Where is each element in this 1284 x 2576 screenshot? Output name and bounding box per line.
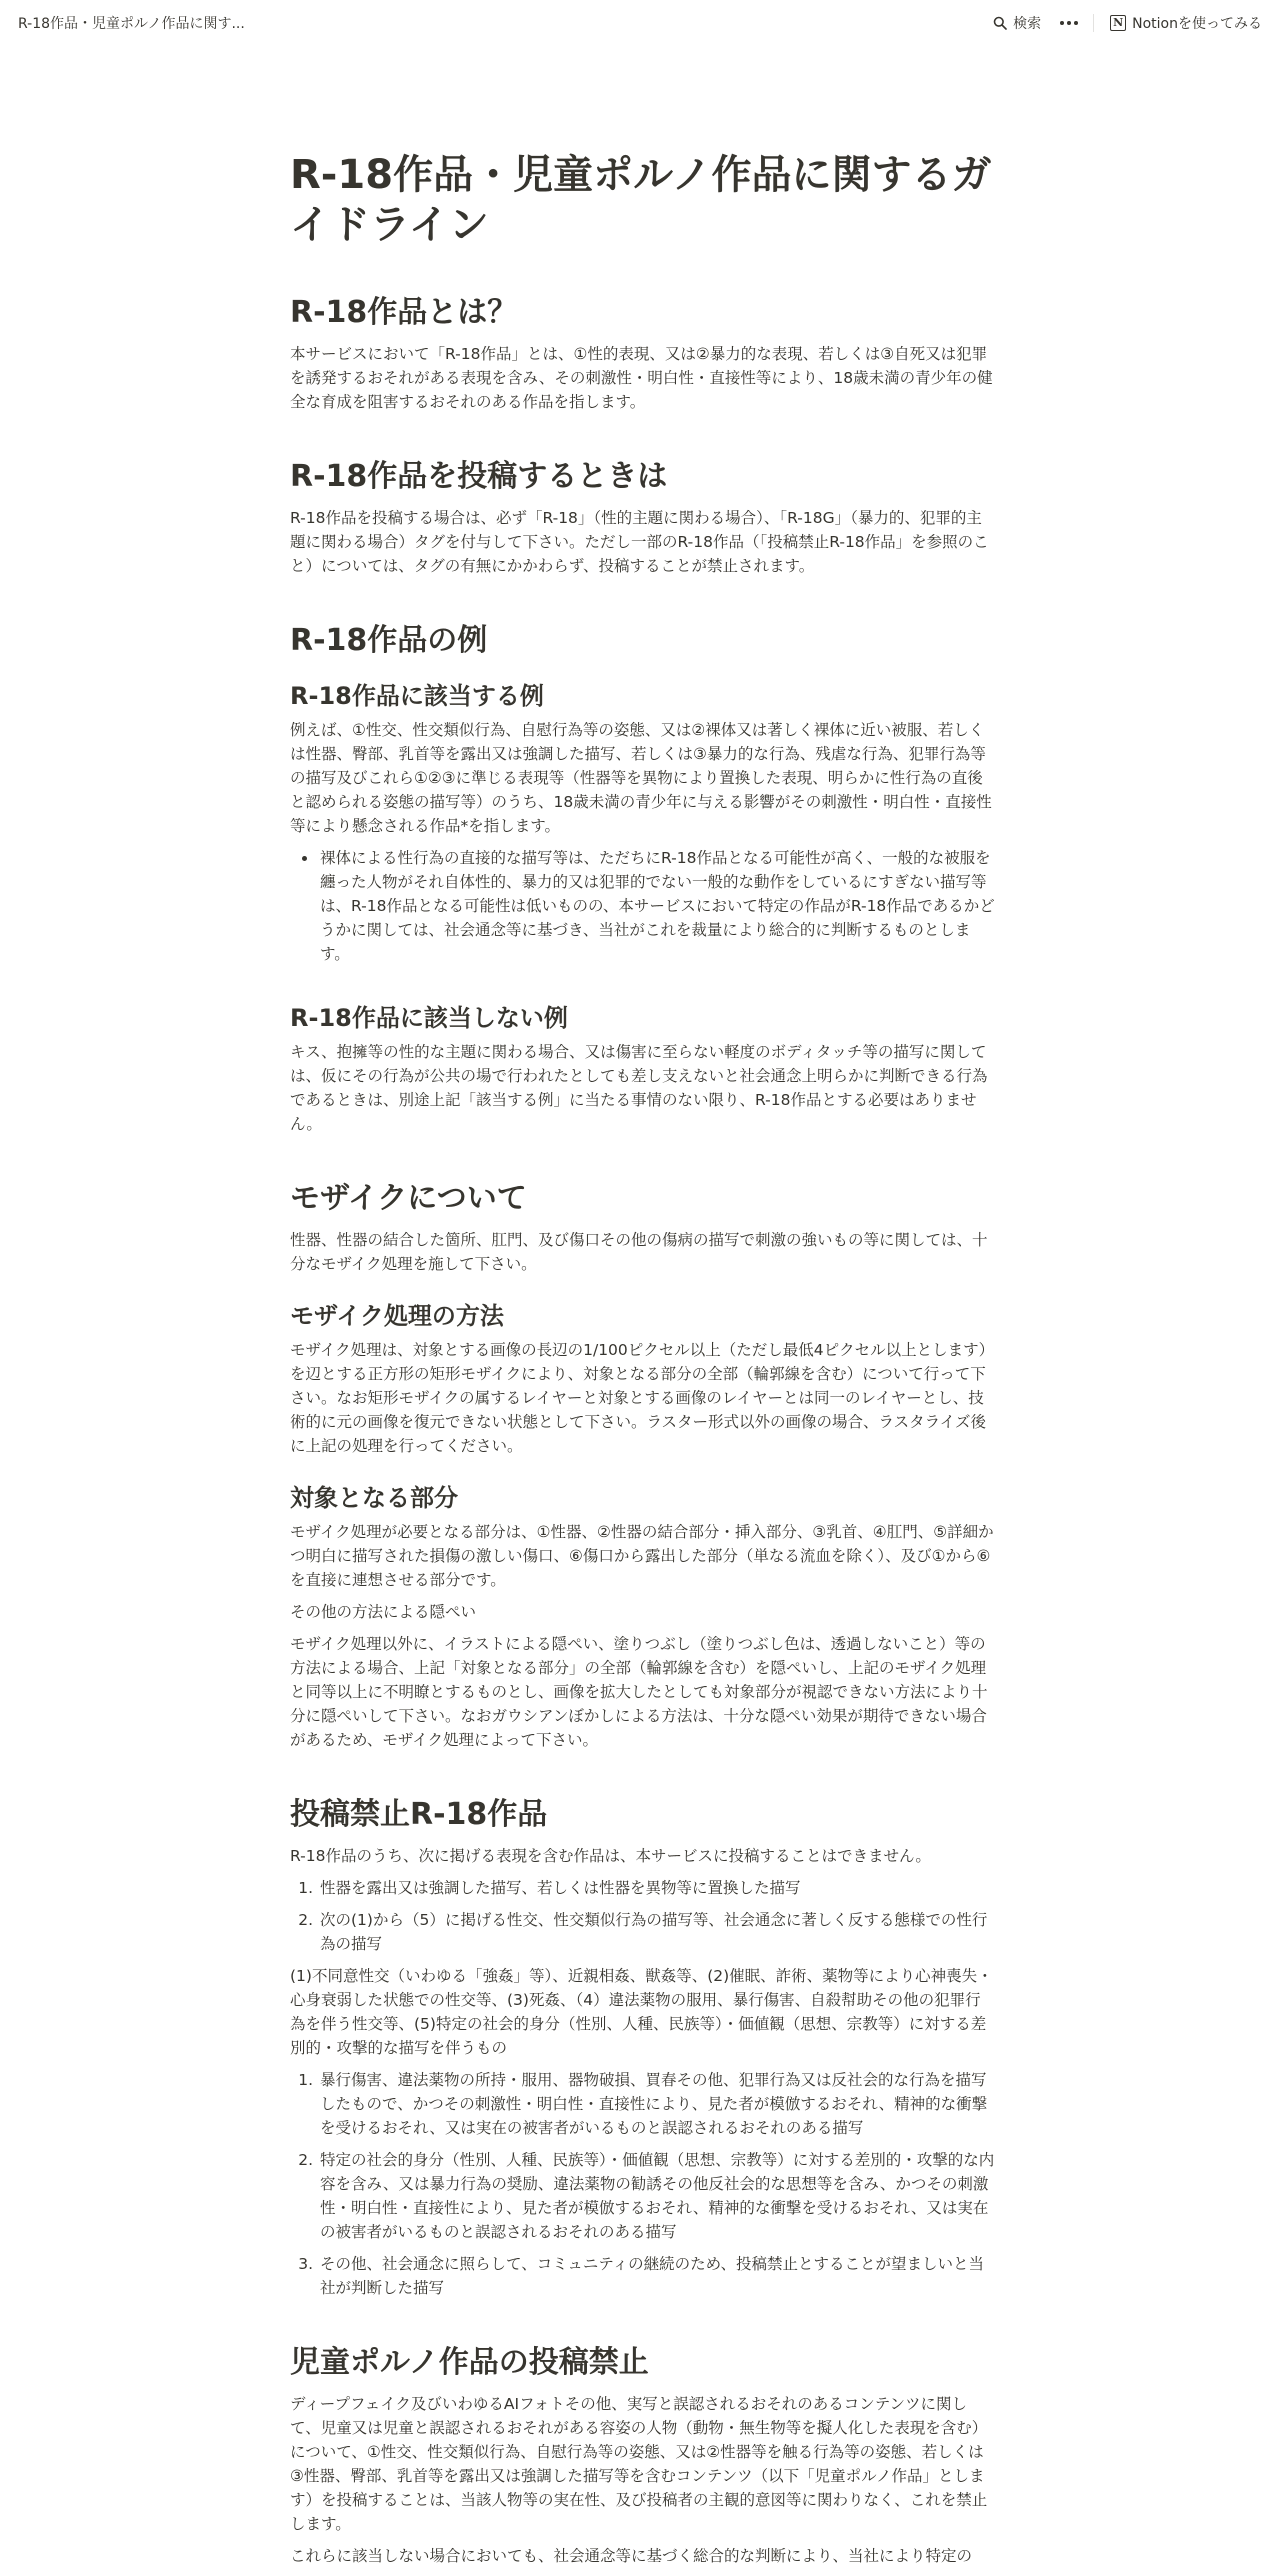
top-bar-actions [987, 9, 1266, 37]
subsection-mosaic-method [290, 1300, 995, 1458]
paragraph: R-18作品を投稿する場合は、必ず「R-18」（性的主題に関わる場合）、「R-18G」（暴力的、犯罪的主題に関わる場合）タグを付与して下さい。ただし一部のR-18作品（「投稿禁止R-18作品」を参照のこと）については、タグの有無にかかわらず、投稿することが禁止されます。 [290, 509, 989, 575]
more-dot [1074, 21, 1078, 25]
numbered-list [290, 1876, 995, 1956]
search-label: 検索 [1013, 15, 1042, 32]
more-dot [1067, 21, 1071, 25]
page-title: R-18作品・児童ポルノ作品に関するガイドライン [290, 152, 992, 248]
search-button[interactable] [987, 9, 1047, 37]
paragraph-label: その他の方法による隠ぺい [290, 1603, 477, 1621]
subsection-target-parts [290, 1482, 995, 1752]
numbered-list [290, 2068, 995, 2300]
paragraph: モザイク処理は、対象とする画像の長辺の1/100ピクセル以上（ただし最低4ピクセル以上とします）を辺とする正方形の矩形モザイクにより、対象となる部分の全部（輪郭線を含む）について行って下さい。なお矩形モザイクの属するレイヤーと対象とする画像のレイヤーとは同一のレイヤーとし、技術的に元の画像を復元できない状態として下さい。ラスター形式以外の画像の場合、ラスタライズ後に上記の処理を行ってください。 [290, 1341, 995, 1455]
section-heading: モザイクについて [290, 1181, 527, 1216]
page-content [290, 150, 995, 2576]
list-item: • 裸体による性行為の直接的な描写等は、ただちにR-18作品となる可能性が高く、一般的な被服を纏った人物がそれ自体性的、暴力的又は犯罪的でない一般的な動作をしているにすぎない描写等は、R-18作品となる可能性は低いものの、本サービスにおいて特定の作品がR-18作品であるかどうかに関しては、社会通念等に基づき、当社がこれを裁量により総合的に判断するものとします。 [318, 846, 995, 966]
bullet-list [290, 846, 995, 966]
list-item: 2. 次の(1)から（5）に掲げる性交、性交類似行為の描写等、社会通念に著しく反する態様での性行為の描写 [318, 1908, 995, 1956]
list-item: 2. 特定の社会的身分（性別、人種、民族等）・価値観（思想、宗教等）に対する差別的・攻撃的な内容を含み、又は暴力行為の奨励、違法薬物の勧誘その他反社会的な思想等を含み、かつその刺激性・明白性・直接性により、見た者が模倣するおそれ、精神的な衝撃を受けるおそれ、又は実在の被害者がいるものと誤認されるおそれのある描写 [318, 2148, 995, 2244]
try-notion-label: Notionを使ってみる [1132, 15, 1262, 32]
search-icon [993, 16, 1007, 30]
paragraph: 例えば、①性交、性交類似行為、自慰行為等の姿態、又は②裸体又は著しく裸体に近い被服、若しくは性器、臀部、乳首等を露出又は強調した描写、若しくは③暴力的な行為、残虐な行為、犯罪行為等の描写及びこれら①②③に準じる表現等（性器等を異物により置換した表現、明らかに性行為の直後と認められる姿態の描写等）のうち、18歳未満の青少年に与える影響がその刺激性・明白性・直接性等により懸念される作品*を指します。 [290, 721, 992, 835]
paragraph: モザイク処理以外に、イラストによる隠ぺい、塗りつぶし（塗りつぶし色は、透過しないこと）等の方法による場合、上記「対象となる部分」の全部（輪郭線を含む）を隠ぺいし、上記のモザイク処理と同等以上に不明瞭とするものとし、画像を拡大したとしても対象部分が視認できない方法により十分に隠ぺいして下さい。なおガウシアンぼかしによる方法は、十分な隠ぺい効果が期待できない場合があるため、モザイク処理によって下さい。 [290, 1635, 988, 1749]
section-posting-r18 [290, 458, 995, 578]
subsection-heading: モザイク処理の方法 [290, 1302, 504, 1330]
paragraph: ディープフェイク及びいわゆるAIフォトその他、実写と誤認されるおそれのあるコンテンツに関して、児童又は児童と誤認されるおそれがある容姿の人物（動物・無生物等を擬人化した表現を含む）について、①性交、性交類似行為、自慰行為等の姿態、又は②性器等を触る行為等の姿態、若しくは③性器、臀部、乳首等を露出又は強調した描写等を含むコンテンツ（以下「児童ポルノ作品」とします）を投稿することは、当該人物等の実在性、及び投稿者の主観的意図等に関わりなく、これを禁止します。 [290, 2395, 988, 2533]
more-options-button[interactable] [1055, 9, 1083, 37]
section-heading: R-18作品の例 [290, 623, 488, 658]
paragraph: (1)不同意性交（いわゆる「強姦」等）、近親相姦、獣姦等、(2)催眠、詐術、薬物等により心神喪失・心身衰弱した状態での性交等、(3)死姦、（4）違法薬物の服用、暴行傷害、自殺幇助その他の犯罪行為を伴う性交等、(5)特定の社会的身分（性別、人種、民族等）・価値観（思想、宗教等）に対する差別的・攻撃的な描写を伴うもの [290, 1967, 993, 2057]
paragraph: モザイク処理が必要となる部分は、①性器、②性器の結合部分・挿入部分、③乳首、④肛門、⑤詳細かつ明白に描写された損傷の激しい傷口、⑥傷口から露出した部分（単なる流血を除く）、及び①から⑥を直接に連想させる部分です。 [290, 1523, 994, 1589]
paragraph: キス、抱擁等の性的な主題に関わる場合、又は傷害に至らない軽度のボディタッチ等の描写に関しては、仮にその行為が公共の場で行われたとしても差し支えないと社会通念上明らかに判断できる行為であるときは、別途上記「該当する例」に当たる事情のない限り、R-18作品とする必要はありません。 [290, 1043, 988, 1133]
section-heading: R-18作品を投稿するときは [290, 459, 668, 494]
breadcrumb[interactable]: R-18作品・児童ポルノ作品に関す... [18, 15, 245, 32]
paragraph: 本サービスにおいて「R-18作品」とは、①性的表現、又は②暴力的な表現、若しくは③自死又は犯罪を誘発するおそれがある表現を含み、その刺激性・明白性・直接性等により、18歳未満の青少年の健全な育成を阻害するおそれのある作品を指します。 [290, 345, 993, 411]
paragraph: R-18作品のうち、次に掲げる表現を含む作品は、本サービスに投稿することはできません。 [290, 1847, 931, 1865]
paragraph: 性器、性器の結合した箇所、肛門、及び傷口その他の傷病の描写で刺激の強いもの等に関しては、十分なモザイク処理を施して下さい。 [290, 1231, 988, 1273]
list-item: 1. 性器を露出又は強調した描写、若しくは性器を異物等に置換した描写 [318, 1876, 995, 1900]
subsection-applicable [290, 680, 995, 966]
section-r18-examples [290, 622, 995, 1136]
paragraph: これらに該当しない場合においても、社会通念等に基づく総合的な判断により、当社により特定の [290, 2547, 973, 2565]
try-notion-button[interactable] [1106, 9, 1266, 37]
section-child-porn-prohibition [290, 2344, 995, 2568]
section-heading: R-18作品とは？ [290, 295, 518, 330]
list-item: 1. 暴行傷害、違法薬物の所持・服用、器物破損、買春その他、犯罪行為又は反社会的な行為を描写したもので、かつその刺激性・明白性・直接性により、見た者が模倣するおそれ、精神的な衝撃を受けるおそれ、又は実在の被害者がいるものと誤認されるおそれのある描写 [318, 2068, 995, 2140]
section-heading: 投稿禁止R-18作品 [290, 1797, 548, 1832]
subsection-heading: R-18作品に該当する例 [290, 682, 544, 710]
top-bar [0, 0, 1284, 45]
section-heading: 児童ポルノ作品の投稿禁止 [290, 2345, 649, 2380]
list-item: 3. その他、社会通念に照らして、コミュニティの継続のため、投稿禁止とすることが望ましいと当社が判断した描写 [318, 2252, 995, 2300]
divider [1093, 14, 1094, 32]
notion-logo-icon: N [1110, 15, 1126, 31]
subsection-not-applicable [290, 1002, 995, 1136]
subsection-heading: 対象となる部分 [290, 1484, 458, 1512]
section-prohibited-r18 [290, 1796, 995, 2300]
section-what-is-r18 [290, 294, 995, 414]
more-dots-icon [1060, 21, 1064, 25]
subsection-heading: R-18作品に該当しない例 [290, 1004, 568, 1032]
section-mosaic [290, 1180, 995, 1752]
